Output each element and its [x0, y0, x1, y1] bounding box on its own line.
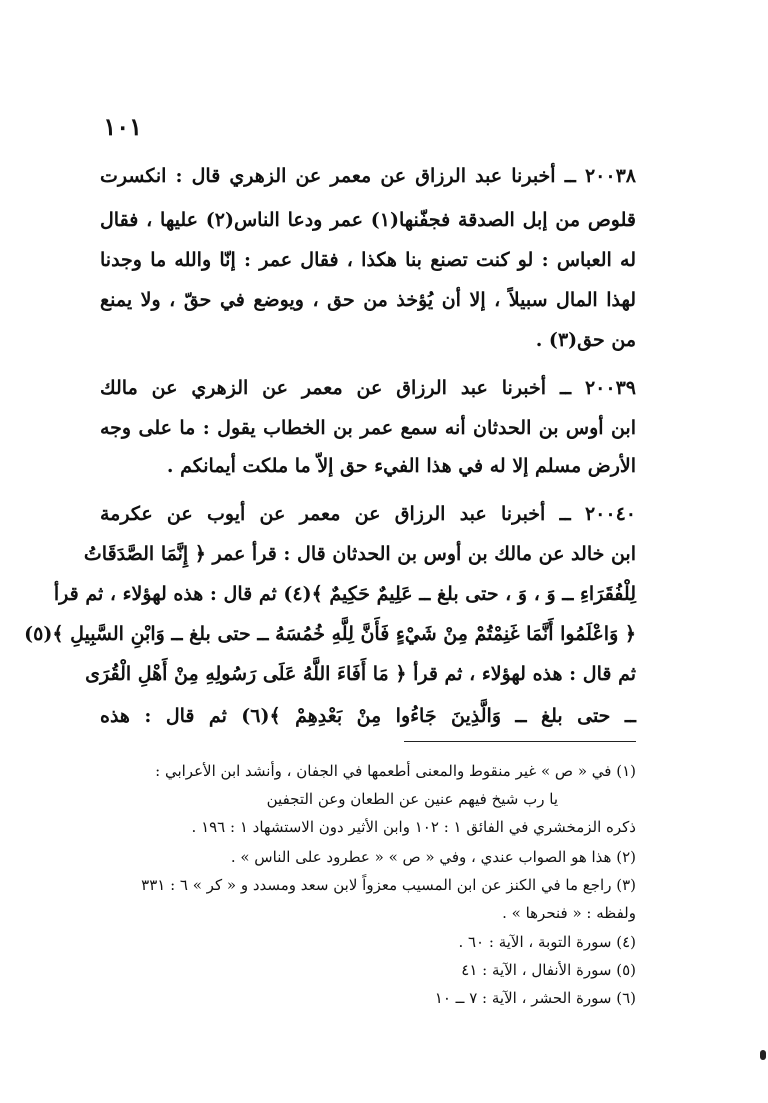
text-line-13: ثم قال : هذه لهؤلاء ، ثم قرأ ﴿ مَا أَفَاءَ اللَّهُ عَلَى رَسُولِهِ مِنْ أَهْلِ الْقُرَى	[85, 663, 636, 685]
text-line-14: ــ حتى بلغ ــ وَالَّذِينَ جَاءُوا مِنْ بَعْدِهِمْ ﴾(٦) ثم قال : هذه	[100, 705, 636, 727]
text-line-8: الأرض مسلم إلا له في هذا الفيء حق إلاّ ما ملكت أيمانكم .	[166, 455, 636, 477]
footnote-6: (٦) سورة الحشر ، الآية : ٧ ــ ١٠	[434, 989, 636, 1007]
text-line-5: من حق(٣) .	[535, 329, 636, 351]
footnote-1-source: ذكره الزمخشري في الفائق ١ : ١٠٢ وابن الأثير دون الاستشهاد ١ : ١٩٦ .	[191, 818, 636, 836]
text-line-6: ٢٠٠٣٩ ــ أخبرنا عبد الرزاق عن معمر عن الزهري عن مالك	[100, 377, 636, 399]
footnote-1: (١) في « ص » غير منقوط والمعنى أطعمها في الجفان ، وأنشد ابن الأعرابي :	[155, 762, 636, 780]
text-line-9: ٢٠٠٤٠ ــ أخبرنا عبد الرزاق عن معمر عن أيوب عن عكرمة	[100, 503, 636, 525]
footnote-5: (٥) سورة الأنفال ، الآية : ٤١	[461, 961, 636, 979]
text-line-12: ﴿ وَاعْلَمُوا أَنَّمَا غَنِمْتُمْ مِنْ شَيْءٍ فَأَنَّ لِلَّهِ خُمُسَهُ ــ حتى بلغ ــ وَابْنِ السَّبِيلِ ﴾(٥)	[24, 623, 636, 645]
footnote-3: (٣) راجع ما في الكنز عن ابن المسيب معزواً لابن سعد ومسدد و « كر » ٦ : ٣٣١	[141, 876, 636, 894]
footnote-divider	[404, 741, 636, 742]
text-line-2: قلوص من إبل الصدقة فجفّنها(١) عمر ودعا الناس(٢) عليها ، فقال	[100, 209, 636, 231]
footnote-1-verse: يا رب شيخ فيهم عنين عن الطعان وعن التجفين	[266, 790, 558, 808]
footnote-3-continued: ولفظه : « فنحرها » .	[502, 904, 636, 922]
margin-mark	[760, 1050, 766, 1060]
text-line-10: ابن خالد عن مالك بن أوس بن الحدثان قال : قرأ عمر ﴿ إِنَّمَا الصَّدَقَاتُ	[83, 543, 636, 565]
text-line-11: لِلْفُقَرَاءِ ــ وَ ، وَ ، حتى بلغ ــ عَلِيمٌ حَكِيمٌ ﴾(٤) ثم قال : هذه لهؤلاء ، ثم قرأ	[53, 583, 636, 605]
page-number: ١٠١	[103, 112, 142, 141]
footnote-2: (٢) هذا هو الصواب عندي ، وفي « ص » « عطرود على الناس » .	[230, 848, 636, 866]
text-line-4: لهذا المال سبيلاً ، إلا أن يُؤخذ من حق ، ويوضع في حقّ ، ولا يمنع	[100, 289, 636, 311]
text-line-3: له العباس : لو كنت تصنع بنا هكذا ، فقال عمر : إنّا والله ما وجدنا	[100, 249, 636, 271]
footnote-4: (٤) سورة التوبة ، الآية : ٦٠ .	[458, 933, 636, 951]
text-line-7: ابن أوس بن الحدثان أنه سمع عمر بن الخطاب يقول : ما على وجه	[100, 417, 636, 439]
text-line-1: ٢٠٠٣٨ ــ أخبرنا عبد الرزاق عن معمر عن الزهري قال : انكسرت	[100, 165, 636, 187]
